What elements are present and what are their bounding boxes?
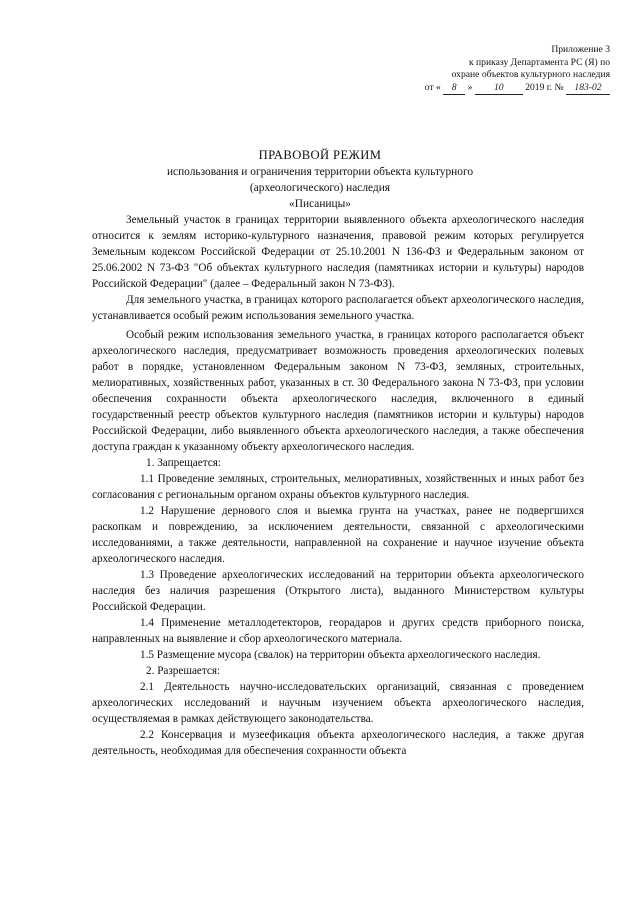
title-heading: ПРАВОВОЙ РЕЖИМ	[258, 148, 382, 162]
document-body	[92, 212, 584, 759]
list-item-1-5: 1.5 Размещение мусора (свалок) на территории объекта археологического наследия.	[140, 649, 541, 661]
title-line-3: «Писаницы»	[289, 198, 351, 211]
paragraph-regime-details: Особый режим использования земельного участка, в границах которого располагается объект археологического наследия, предусматривает возможность проведения археологических полевых работ в порядке, установленном Федеральным законом N 73-ФЗ, земляных, строительных, мелиоративных, хозяйственных работ, указанных в ст. 30 Федерального закона N 73-ФЗ, при условии обеспечения сохранности объекта археологического наследия, включенного в единый государственный реестр объектов культурного наследия (памятников истории и культуры) народов Российской Федерации, либо выявленного объекта археологического наследия, а также обеспечения доступа граждан к указанному объекту археологического наследия.	[92, 329, 584, 453]
title-line-2: (археологического) наследия	[249, 182, 391, 195]
list-item-1-3: 1.3 Проведение археологических исследований на территории объекта археологического наследия без наличия разрешения (Открытого листа), выданного Министерством культуры Российской Федерации.	[92, 569, 584, 613]
document-title	[80, 146, 560, 213]
date-prefix: от «	[424, 81, 441, 93]
list-item-1-1: 1.1 Проведение земляных, строительных, мелиоративных, хозяйственных и иных работ без согласования с региональным органом охраны объектов культурного наследия.	[92, 473, 584, 501]
appendix-block	[395, 44, 610, 95]
paragraph-legal-basis: Земельный участок в границах территории выявленного объекта археологического наследия относится к землям историко-культурного назначения, правовой режим которых регулируется Земельным кодексом Российской Федерации от 25.10.2001 N 136-ФЗ и Федеральным законом от 25.06.2002 N 73-ФЗ "Об объектах культурного наследия (памятниках истории и культуры) народов Российской Федерации" (далее – Федеральный закон N 73-ФЗ).	[92, 214, 584, 290]
date-separator: »	[467, 81, 473, 93]
appendix-line-2: к приказу Департамента РС (Я) по	[468, 56, 610, 68]
handwritten-number: 183-02	[566, 82, 610, 96]
section-prohibited: 1. Запрещается:	[146, 457, 221, 469]
handwritten-month: 10	[475, 82, 523, 96]
appendix-line-3: охране объектов культурного наследия	[451, 69, 610, 81]
appendix-line-1: Приложение 3	[551, 44, 610, 55]
title-line-1: использования и ограничения территории объекта культурного	[166, 166, 474, 178]
list-item-2-1: 2.1 Деятельность научно-исследовательских организаций, связанная с проведением археологических исследований и научным изучением объекта археологического наследия, осуществляемая в рамках действующего законодательства.	[92, 681, 584, 725]
date-year-label: 2019 г. №	[525, 81, 564, 93]
list-item-1-4: 1.4 Применение металлодетекторов, георадаров и других средств приборного поиска, направленных на выявление и сбор археологического материала.	[92, 617, 584, 645]
section-allowed: 2. Разрешается:	[146, 665, 221, 677]
appendix-date-line	[395, 82, 610, 96]
handwritten-day: 8	[443, 82, 465, 96]
list-item-1-2: 1.2 Нарушение дернового слоя и выемка грунта на участках, ранее не подвергшихся раскопкам и повреждению, за исключением деятельности, связанной с археологическими исследованиями, а также деятельности, направленной на сохранение и научное изучение объекта археологического наследия.	[92, 505, 584, 565]
paragraph-special-regime: Для земельного участка, в границах которого располагается объект археологического наследия, устанавливается особый режим использования земельного участка.	[92, 294, 584, 322]
list-item-2-2: 2.2 Консервация и музеефикация объекта археологического наследия, а также другая деятельность, необходимая для обеспечения сохранности объекта	[92, 729, 584, 757]
